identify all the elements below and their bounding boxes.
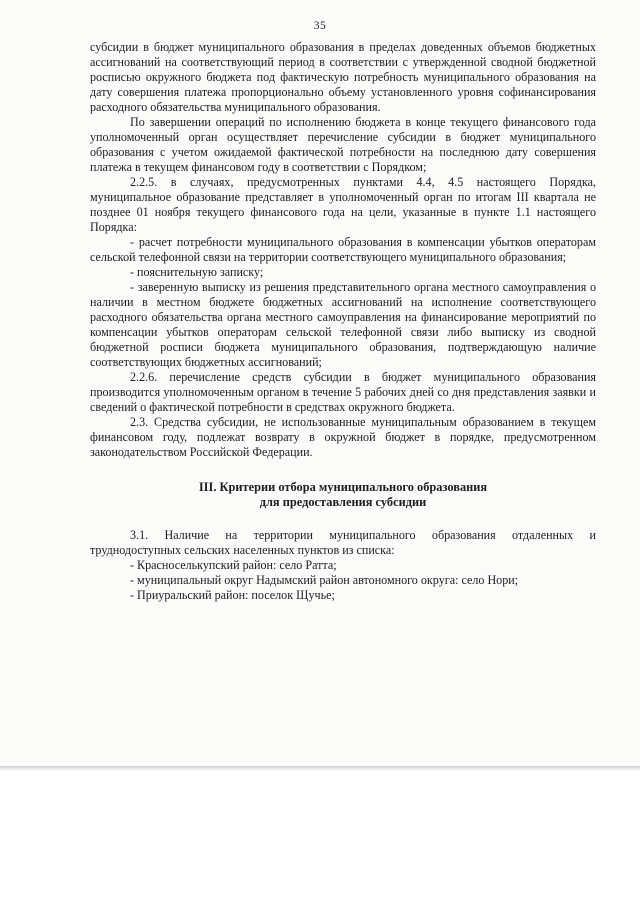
section-heading-line: для предоставления субсидии bbox=[259, 495, 427, 509]
paragraph: 3.1. Наличие на территории муниципального образования отдаленных и труднодоступных сельских населенных пунктов из списка: bbox=[90, 528, 596, 557]
list-item: - Приуральский район: поселок Щучье; bbox=[130, 588, 335, 602]
list-item: - заверенную выписку из решения представительного органа местного самоуправления о наличии в местном бюджете бюджетных ассигнований на исполнение соответствующего расходного обязательства органа местного самоуправления на финансирование мероприятий по компенсации убытков операторам сельской телефонной связи либо выписку из сводной бюджетной росписи бюджета муниципального образования, подтверждающую наличие соответствующих бюджетных ассигнований; bbox=[90, 280, 596, 369]
page-number: 35 bbox=[313, 20, 327, 32]
paragraph: По завершении операций по исполнению бюджета в конце текущего финансового года уполномоченный орган осуществляет перечисление субсидии в бюджет муниципального образования с учетом ожидаемой фактической потребности на последнюю дату совершения платежа в текущем финансовом году в соответствии с Порядком; bbox=[90, 115, 596, 174]
section-heading-line: III. Критерии отбора муниципального образования bbox=[198, 480, 488, 494]
paragraph: субсидии в бюджет муниципального образования в пределах доведенных объемов бюджетных ассигнований на соответствующий период в соответствии с утвержденной сводной бюджетной росписью окружного бюджета под фактическую потребность муниципального образования на дату совершения платежа пропорционально объему установленного уровня софинансирования расходного обязательства муниципального образования. bbox=[90, 40, 596, 114]
section-heading bbox=[90, 480, 596, 510]
list-item: - расчет потребности муниципального образования в компенсации убытков операторам сельской телефонной связи на территории соответствующего муниципального образования; bbox=[90, 235, 596, 264]
paragraph: 2.2.6. перечисление средств субсидии в бюджет муниципального образования производится уполномоченным органом в течение 5 рабочих дней со дня представления заявки и сведений о фактической потребности в средствах окружного бюджета. bbox=[90, 370, 596, 414]
list-item: - пояснительную записку; bbox=[130, 265, 264, 279]
paragraph: 2.2.5. в случаях, предусмотренных пунктами 4.4, 4.5 настоящего Порядка, муниципальное образование представляет в уполномоченный орган по итогам III квартала не позднее 01 ноября текущего финансового года на цели, указанные в пункте 1.1 настоящего Порядка: bbox=[90, 175, 596, 234]
list-item: - муниципальный округ Надымский район автономного округа: село Нори; bbox=[130, 573, 519, 587]
document-body bbox=[90, 40, 596, 603]
list-item: - Красноселькупский район: село Ратта; bbox=[130, 558, 337, 572]
paragraph: 2.3. Средства субсидии, не использованные муниципальным образованием в текущем финансовом году, подлежат возврату в окружной бюджет в порядке, предусмотренном законодательством Российской Федерации. bbox=[90, 415, 596, 459]
page-edge-shadow bbox=[0, 766, 640, 771]
